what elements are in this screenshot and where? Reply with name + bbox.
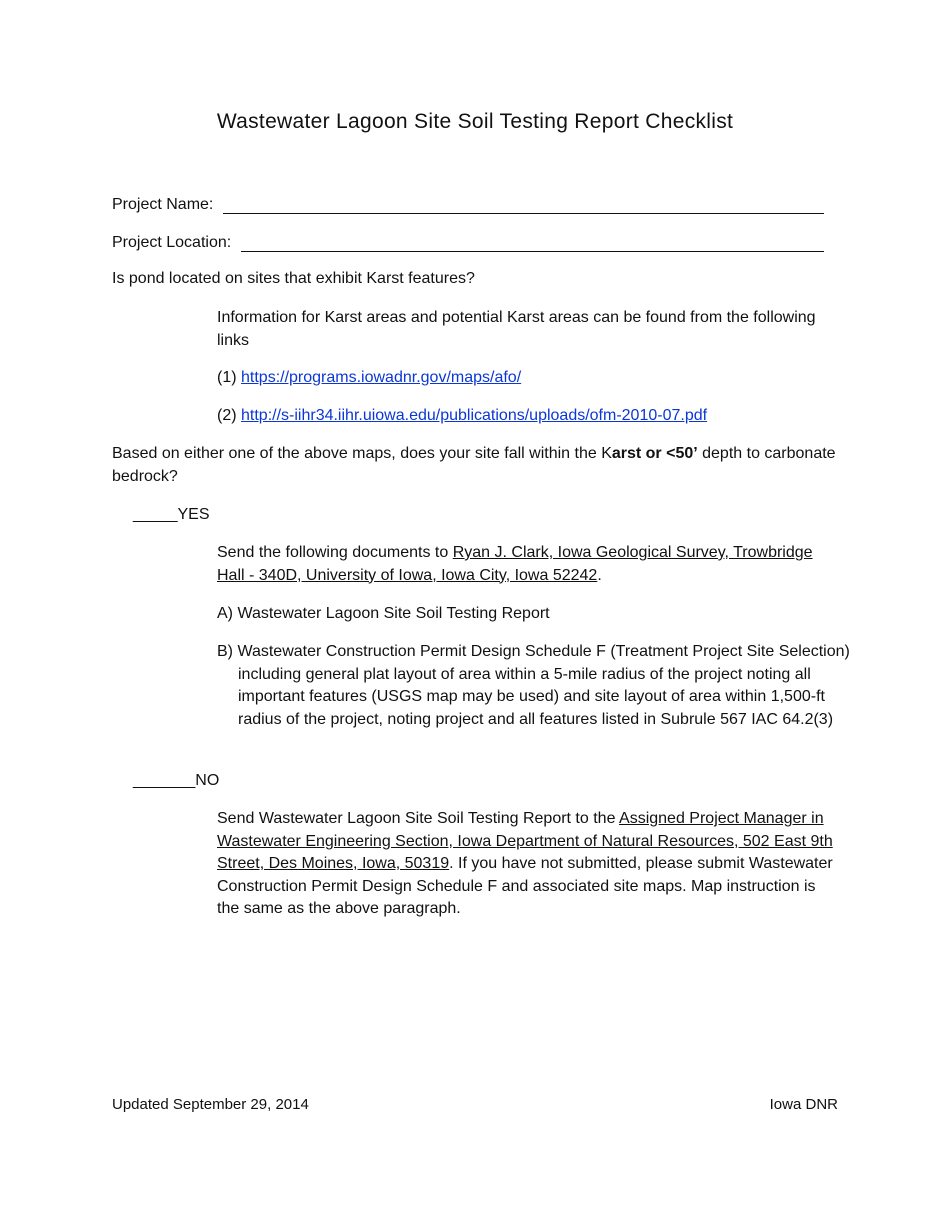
iowadnr-maps-link[interactable]: https://programs.iowadnr.gov/maps/afo/ — [241, 369, 522, 386]
link-item-2 — [217, 405, 839, 428]
yes-send-prefix: Send the following documents to — [217, 544, 453, 561]
yes-item-a: A) Wastewater Lagoon Site Soil Testing Report — [217, 605, 550, 622]
no-send-address: Assigned Project Manager in Wastewater Engineering Section, Iowa Department of Natural Resources, 502 East 9th Street, Des Moines, Iowa, 50319 — [217, 810, 833, 872]
link-1-prefix: (1) — [217, 369, 241, 386]
link-item-1 — [217, 367, 839, 390]
project-location-field — [112, 230, 824, 252]
based-question-part1: Based on either one of the above maps, does your site fall within the K — [112, 445, 612, 462]
iihr-publication-link[interactable]: http://s-iihr34.iihr.uiowa.edu/publications/uploads/ofm-2010-07.pdf — [241, 407, 708, 424]
yes-option-label[interactable]: _____YES — [133, 506, 210, 523]
yes-item-b: B) Wastewater Construction Permit Design Schedule F (Treatment Project Site Selection) including general plat layout of area within a 5-mile radius of the project noting all important features (USGS map may be used) and site layout of area within 1,500-ft radius of the project, noting project and all features listed in Subrule 567 IAC 64.2(3) — [217, 643, 850, 728]
karst-question: Is pond located on sites that exhibit Karst features? — [112, 270, 475, 287]
project-name-label: Project Name: — [112, 196, 214, 213]
page-title: Wastewater Lagoon Site Soil Testing Report Checklist — [216, 110, 734, 133]
no-send-suffix: . If you have not submitted, please submit Wastewater Construction Permit Design Schedule F and associated site maps. Map instruction is the same as the above paragraph. — [217, 855, 833, 917]
no-option-label[interactable]: _______NO — [133, 772, 220, 789]
no-send-instruction — [217, 808, 839, 921]
yes-send-address: Ryan J. Clark, Iowa Geological Survey, Trowbridge Hall - 340D, University of Iowa, Iowa City, Iowa 52242 — [217, 544, 813, 584]
based-question-bold: arst or <50’ — [611, 445, 698, 462]
footer-updated-date: Updated September 29, 2014 — [112, 1096, 309, 1113]
project-location-label: Project Location: — [112, 234, 232, 251]
yes-send-suffix: . — [597, 566, 602, 584]
no-send-prefix: Send Wastewater Lagoon Site Soil Testing Report to the — [217, 810, 620, 827]
based-question — [112, 443, 842, 488]
project-location-line[interactable] — [241, 233, 824, 252]
project-name-line[interactable] — [223, 195, 824, 214]
link-2-prefix: (2) — [217, 407, 241, 424]
footer-organization: Iowa DNR — [769, 1096, 838, 1113]
based-question-part2: depth to carbonate bedrock? — [112, 445, 836, 485]
project-name-field — [112, 192, 824, 214]
karst-info-text: Information for Karst areas and potential Karst areas can be found from the following links — [217, 309, 816, 349]
yes-send-instruction — [217, 542, 839, 587]
